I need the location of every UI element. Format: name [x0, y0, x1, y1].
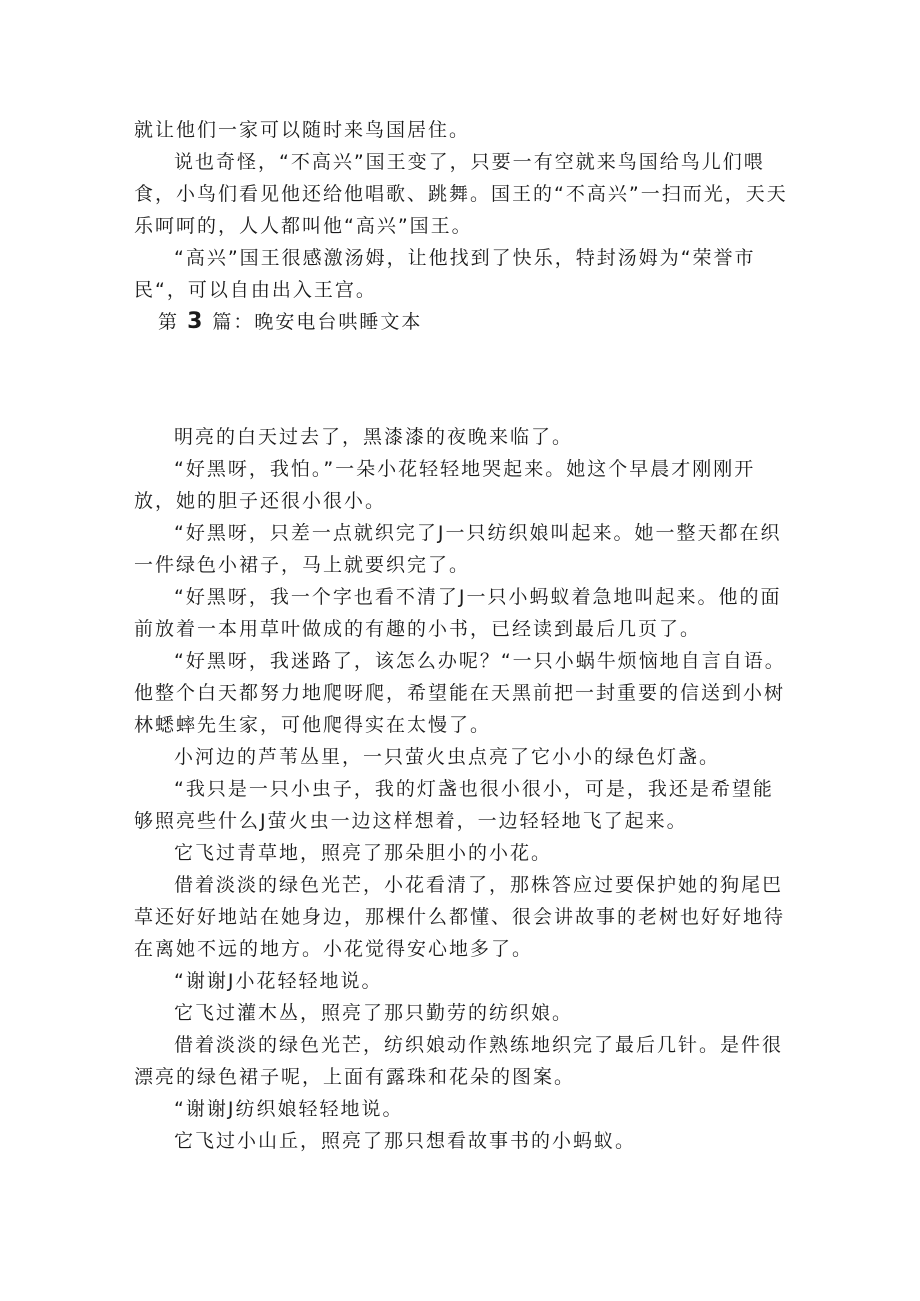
paragraph-flower-sees: 借着淡淡的绿色光芒，小花看清了，那株答应过要保护她的狗尾巴草还好好地站在她身边，那棵什么都懂、很会讲故事的老树也好好地待在离她不远的地方。小花觉得安心地多了。 [134, 874, 786, 960]
section-heading [158, 306, 422, 338]
paragraph-honorary-citizen: “高兴”国王很感激汤姆，让他找到了快乐，特封汤姆为“荣誉市民“，可以自由出入王宫。 [134, 247, 756, 301]
paragraph-closing-line: 就让他们一家可以随时来鸟国居住。 [134, 119, 471, 141]
paragraph-snail: “好黑呀，我迷路了，该怎么办呢？“一只小蜗牛烦恼地自言自语。他整个白天都努力地爬呀爬，希望能在天黑前把一封重要的信送到小树林蟋蟀先生家，可他爬得实在太慢了。 [134, 650, 786, 736]
paragraph-king-changed: 说也奇怪，“不高兴”国王变了，只要一有空就来鸟国给鸟儿们喂食，小鸟们看见他还给他唱歌、跳舞。国王的“不高兴”一扫而光，天天乐呵呵的，人人都叫他“高兴”国王。 [134, 151, 788, 237]
paragraph-firefly-lamp: 小河边的芦苇丛里，一只萤火虫点亮了它小小的绿色灯盏。 [174, 746, 721, 768]
paragraph-night-falls: 明亮的白天过去了，黑漆漆的夜晚来临了。 [174, 426, 574, 448]
paragraph-katydid-finishes: 借着淡淡的绿色光芒，纺织娘动作熟练地织完了最后几针。是件很漂亮的绿色裙子呢，上面有露珠和花朵的图案。 [134, 1034, 784, 1088]
heading-prefix: 第 [158, 311, 180, 333]
paragraph-katydid: “好黑呀，只差一点就织完了J一只纺织娘叫起来。她一整天都在织一件绿色小裙子，马上就要织完了。 [134, 522, 782, 576]
heading-title: 篇：晚安电台哄睡文本 [212, 311, 423, 333]
paragraph-firefly-hope: “我只是一只小虫子，我的灯盏也很小很小，可是，我还是希望能够照亮些什么J萤火虫一边这样想着，一边轻轻地飞了起来。 [134, 778, 774, 832]
paragraph-fly-hill: 它飞过小山丘，照亮了那只想看故事书的小蚂蚁。 [174, 1130, 637, 1152]
paragraph-flower-thanks: “谢谢J小花轻轻地说。 [174, 970, 383, 992]
paragraph-katydid-thanks: “谢谢J纺织娘轻轻地说。 [174, 1098, 404, 1120]
paragraph-little-flower: “好黑呀，我怕。”一朵小花轻轻地哭起来。她这个早晨才刚刚开放，她的胆子还很小很小。 [134, 458, 756, 512]
heading-number: 3 [187, 309, 205, 334]
paragraph-fly-grassland: 它飞过青草地，照亮了那朵胆小的小花。 [174, 842, 553, 864]
paragraph-fly-bushes: 它飞过灌木丛，照亮了那只勤劳的纺织娘。 [174, 1002, 574, 1024]
paragraph-ant: “好黑呀，我一个字也看不清了J一只小蚂蚁着急地叫起来。他的面前放着一本用草叶做成的有趣的小书，已经读到最后几页了。 [134, 586, 782, 640]
